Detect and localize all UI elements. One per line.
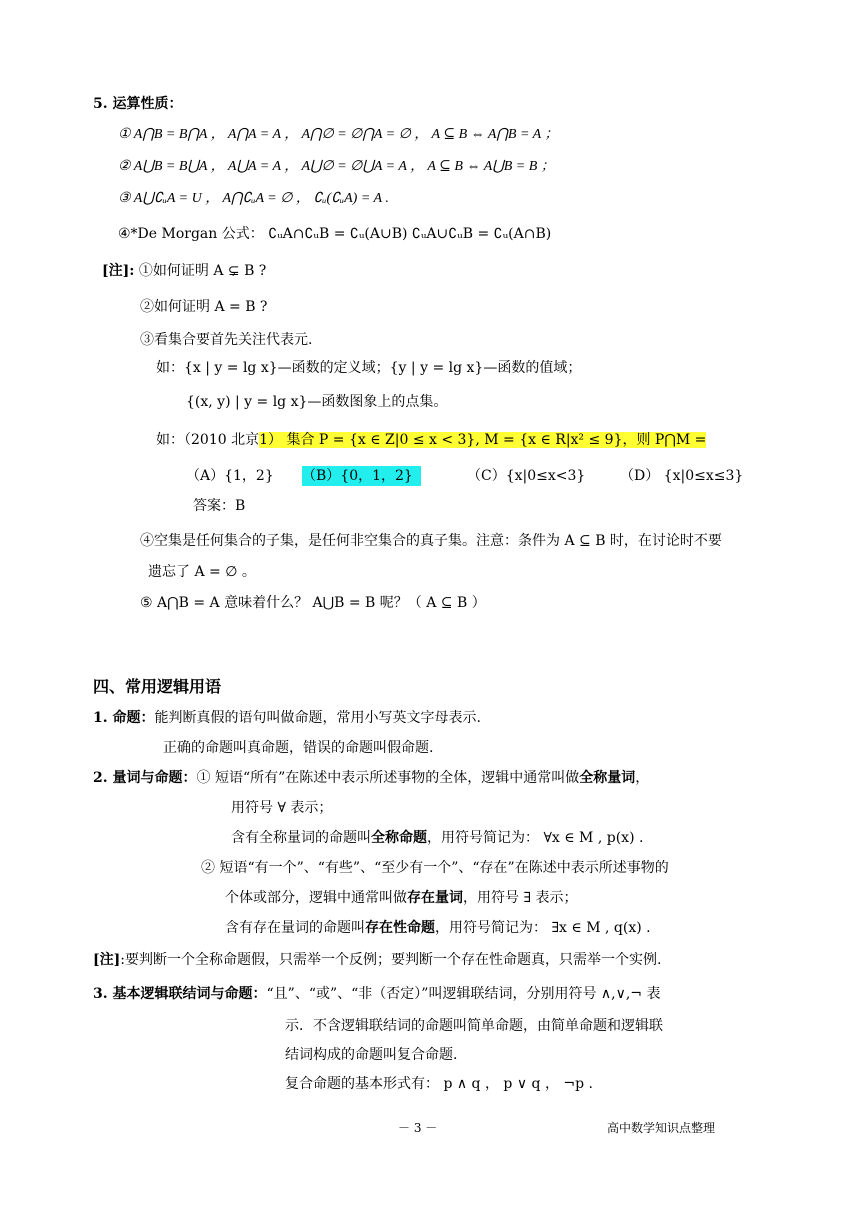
proposition-text: 能判断真假的语句叫做命题，常用小写英文字母表示. <box>154 710 481 726</box>
section-5-title: 5. 运算性质： <box>93 96 183 112</box>
note-5: ⑤ A⋂B = A 意味着什么？ A⋃B = B 呢？（ A ⊆ B ） <box>140 595 486 611</box>
de-morgan-row: ④*De Morgan 公式： ∁ᵤA∩∁ᵤB = ∁ᵤ(A∪B) ∁ᵤA∪∁ᵤB = ∁ᵤ(A∩B) <box>118 226 552 242</box>
quantifier-label: 2. 量词与命题： <box>93 770 197 786</box>
example-2: {(x, y) | y = lg x}—函数图象上的点集。 <box>186 394 448 410</box>
existential-pre: 个体或部分，逻辑中通常叫做 <box>225 890 407 906</box>
property-row-1: ① A⋂B = B⋂A ， A⋂A = A ， A⋂∅ = ∅⋂A = ∅ ， A ⊆ B ⇔ A⋂B = A ； <box>118 127 559 142</box>
existential-term: 存在量词 <box>407 890 463 906</box>
connective-line-2: 示．不含逻辑联结词的命题叫简单命题，由简单命题和逻辑联 <box>285 1018 663 1034</box>
answer: 答案：B <box>193 498 246 514</box>
existential-proposition <box>225 918 651 938</box>
existential-prop-post: ，用符号简记为： ∃x ∈ M , q(x) . <box>435 920 651 936</box>
quantifier-note-text: :要判断一个全称命题假，只需举一个反例；要判断一个存在性命题真，只需举一个实例. <box>120 952 662 968</box>
example-1: 如：{x | y = lg x}—函数的定义域；{y | y = lg x}—函数的值域； <box>156 360 582 376</box>
connective-text: “且”、“或”、“非（否定）”叫逻辑联结词，分别用符号 ∧,∨,¬ 表 <box>266 986 661 1002</box>
quantifier-note <box>93 950 661 970</box>
existential-line-2 <box>225 888 578 908</box>
universal-proposition <box>231 828 643 848</box>
universal-prop-post: ，用符号简记为： ∀x ∈ M , p(x) . <box>427 830 644 846</box>
existential-prop-pre: 含有存在量词的命题叫 <box>225 920 365 936</box>
question-prefix: 如：（2010 北京 <box>156 432 260 448</box>
option-d: （D） {x|0≤x≤3} <box>620 468 744 484</box>
quantifier-note-label: [注] <box>93 952 121 968</box>
proposition-line-2: 正确的命题叫真命题，错误的命题叫假命题. <box>163 740 434 756</box>
note-block <box>102 261 266 281</box>
question-highlight: 1） 集合 P = {x ∈ Z|0 ≤ x < 3}, M = {x ∈ R|x² ≤ 9}，则 P⋂M = <box>259 432 707 448</box>
question-line <box>156 430 706 450</box>
universal-symbol: 用符号 ∀ 表示； <box>231 800 333 816</box>
universal-punct: ， <box>635 770 650 786</box>
universal-prop-pre: 含有全称量词的命题叫 <box>231 830 371 846</box>
section-4-heading: 四、常用逻辑用语 <box>93 677 222 696</box>
proposition-line <box>93 708 481 728</box>
connective-line-1 <box>93 984 660 1004</box>
existential-line-1: ② 短语“有一个”、“有些”、“至少有一个”、“存在”在陈述中表示所述事物的 <box>201 860 669 876</box>
option-c: （C）{x|0≤x<3} <box>467 468 586 484</box>
footer-title: 高中数学知识点整理 <box>607 1121 716 1135</box>
note-3: ③看集合要首先关注代表元. <box>140 332 313 348</box>
universal-term: 全称量词 <box>579 770 636 786</box>
note-1: ①如何证明 A ⊊ B ? <box>138 263 267 279</box>
note-4-line-2: 遗忘了 A = ∅ 。 <box>148 564 256 580</box>
option-a: （A）{1，2} <box>186 468 274 484</box>
note-2: ②如何证明 A = B ? <box>140 299 268 315</box>
universal-desc: ① 短语“所有”在陈述中表示所述事物的全体，逻辑中通常叫做 <box>196 770 580 786</box>
connective-line-3: 结词构成的命题叫复合命题. <box>285 1047 458 1063</box>
property-row-3: ③ A⋃∁ᵤA = U ， A⋂∁ᵤA = ∅ ， ∁ᵤ(∁ᵤA) = A . <box>118 191 389 206</box>
page-number: － 3 － <box>398 1121 438 1135</box>
property-row-2: ② A⋃B = B⋃A ， A⋃A = A ， A⋃∅ = ∅⋃A = A ， A ⊆ B ⇔ A⋃B = B ； <box>118 159 555 174</box>
universal-prop-term: 全称命题 <box>371 830 427 846</box>
quantifier-line-1 <box>93 768 649 788</box>
option-b: （B）{0，1，2} <box>302 466 421 486</box>
note-label: [注]: <box>102 263 135 279</box>
existential-post: ，用符号 ∃ 表示； <box>463 890 578 906</box>
connective-label: 3. 基本逻辑联结词与命题： <box>93 986 267 1002</box>
note-4-line-1: ④空集是任何集合的子集，是任何非空集合的真子集。注意：条件为 A ⊆ B 时，在讨论时不要 <box>140 533 722 549</box>
connective-line-4: 复合命题的基本形式有： p ∧ q ， p ∨ q ， ¬p . <box>285 1076 593 1092</box>
existential-prop-term: 存在性命题 <box>365 920 435 936</box>
proposition-label: 1. 命题： <box>93 710 155 726</box>
